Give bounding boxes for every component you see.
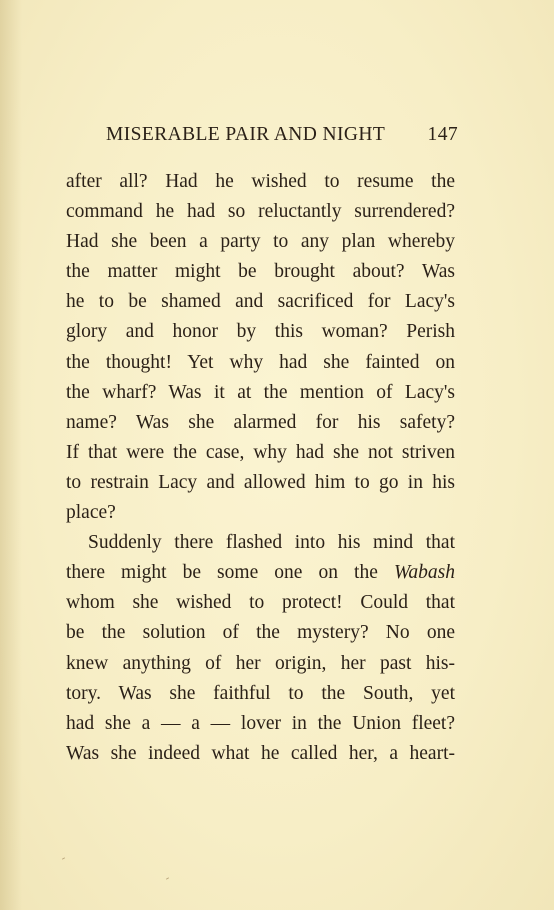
text-line: the matter might be brought about? Was [66,261,455,283]
text-line: Had she been a party to any plan whereby [66,231,455,253]
paper-speck [62,857,65,859]
paper-speck [166,877,169,879]
text-line: command he had so reluctantly surrendered? [66,201,455,223]
running-head-title: MISERABLE PAIR AND NIGHT [106,124,386,145]
text-line: place? [66,502,116,524]
text-line: the wharf? Was it at the mention of Lacy's [66,381,455,403]
text-line: to restrain Lacy and allowed him to go in his [66,471,455,493]
paragraph-1 [66,167,455,528]
text-run: there might be some one on the [66,562,378,584]
text-line: glory and honor by this woman? Perish [66,321,455,343]
running-head [100,124,460,154]
page-edge-shadow [0,0,22,910]
text-line-with-ship-name [66,558,455,588]
text-line: after all? Had he wished to resume the [66,171,455,192]
text-line: Suddenly there flashed into his mind that [88,532,455,554]
page-number: 147 [427,124,458,145]
text-line: name? Was she alarmed for his safety? [66,411,455,433]
text-line: be the solution of the mystery? No one [66,622,455,644]
text-line: knew anything of her origin, her past his- [66,652,455,674]
text-line: Was she indeed what he called her, a heart- [66,742,455,764]
paragraph-2 [66,528,455,769]
text-line: If that were the case, why had she not striven [66,441,455,463]
text-line: the thought! Yet why had she fainted on [66,351,455,373]
ship-name: Wabash [393,562,455,584]
text-line: he to be shamed and sacrificed for Lacy's [66,291,455,313]
text-line: had she a — a — lover in the Union fleet? [66,712,455,734]
body-text [66,167,455,769]
text-line: tory. Was she faithful to the South, yet [66,682,455,704]
text-line: whom she wished to protect! Could that [66,592,455,614]
